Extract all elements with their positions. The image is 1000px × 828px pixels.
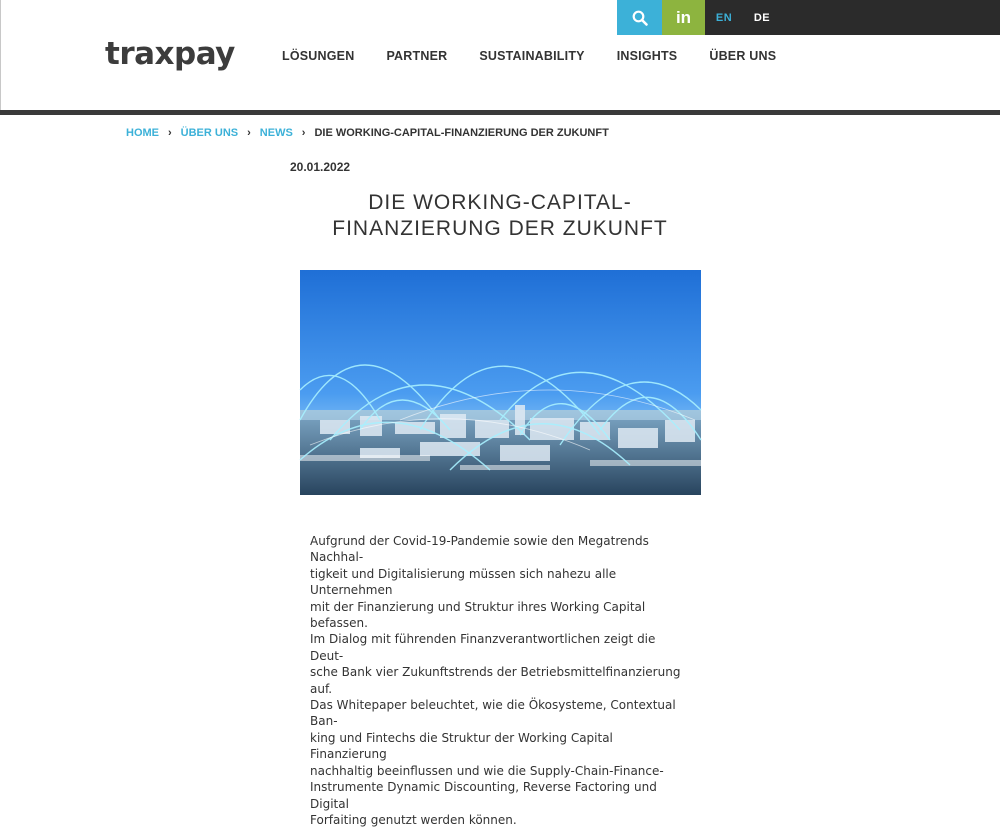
nav-item-insights[interactable]: INSIGHTS: [616, 49, 678, 63]
linkedin-icon: in: [675, 7, 692, 27]
article-body-line: Das Whitepaper beleuchtet, wie die Ökosysteme, Contextual Ban-: [310, 698, 676, 729]
traxpay-logo[interactable]: traxpay: [105, 36, 235, 72]
search-icon: [632, 10, 648, 26]
article-title-line-1: DIE WORKING-CAPITAL-: [368, 191, 632, 214]
article-body-line: Aufgrund der Covid-19-Pandemie sowie den Megatrends Nachhal-: [310, 534, 649, 565]
main-navigation: [282, 49, 808, 63]
article-body-line: Instrumente Dynamic Discounting, Reverse Factoring und Digital: [310, 780, 657, 811]
left-edge-line: [0, 0, 1, 114]
language-en-link[interactable]: EN: [715, 11, 733, 24]
article-body-line: mit der Finanzierung und Struktur ihres Working Capital befassen.: [310, 599, 646, 631]
breadcrumb-home-link[interactable]: HOME: [126, 127, 159, 139]
top-utility-bar: [617, 0, 1000, 35]
article-hero-image: [300, 270, 701, 495]
breadcrumb: [126, 127, 609, 139]
breadcrumb-news-link[interactable]: NEWS: [259, 127, 293, 139]
chevron-right-icon: ›: [168, 127, 172, 139]
article-title: [300, 190, 700, 242]
header-divider: [0, 110, 1000, 115]
breadcrumb-current: DIE WORKING-CAPITAL-FINANZIERUNG DER ZUKUNFT: [314, 127, 609, 139]
article-body-line: king und Fintechs die Struktur der Working Capital Finanzierung: [310, 730, 613, 762]
language-de-link[interactable]: DE: [753, 11, 771, 24]
linkedin-button[interactable]: [662, 0, 705, 35]
breadcrumb-about-link[interactable]: ÜBER UNS: [180, 127, 239, 139]
search-button[interactable]: [617, 0, 662, 35]
article-date: 20.01.2022: [290, 160, 351, 174]
article-body-line: sche Bank vier Zukunftstrends der Betriebsmittelfinanzierung auf.: [310, 665, 681, 696]
chevron-right-icon: ›: [301, 127, 306, 139]
article-body: [310, 533, 690, 828]
nav-item-loesungen[interactable]: LÖSUNGEN: [282, 49, 355, 63]
chevron-right-icon: ›: [247, 127, 251, 139]
article-title-line-2: FINANZIERUNG DER ZUKUNFT: [332, 217, 668, 240]
article-body-line: nachhaltig beeinflussen und wie die Supply-Chain-Finance-: [310, 763, 664, 778]
nav-item-sustainability[interactable]: SUSTAINABILITY: [479, 49, 585, 63]
article-body-line: Im Dialog mit führenden Finanzverantwortlichen zeigt die Deut-: [310, 632, 656, 663]
article-body-line: Forfaiting genutzt werden können.: [310, 812, 517, 827]
article-body-line: tigkeit und Digitalisierung müssen sich nahezu alle Unternehmen: [310, 566, 617, 598]
nav-item-ueber-uns[interactable]: ÜBER UNS: [709, 49, 777, 63]
nav-item-partner[interactable]: PARTNER: [386, 49, 448, 63]
